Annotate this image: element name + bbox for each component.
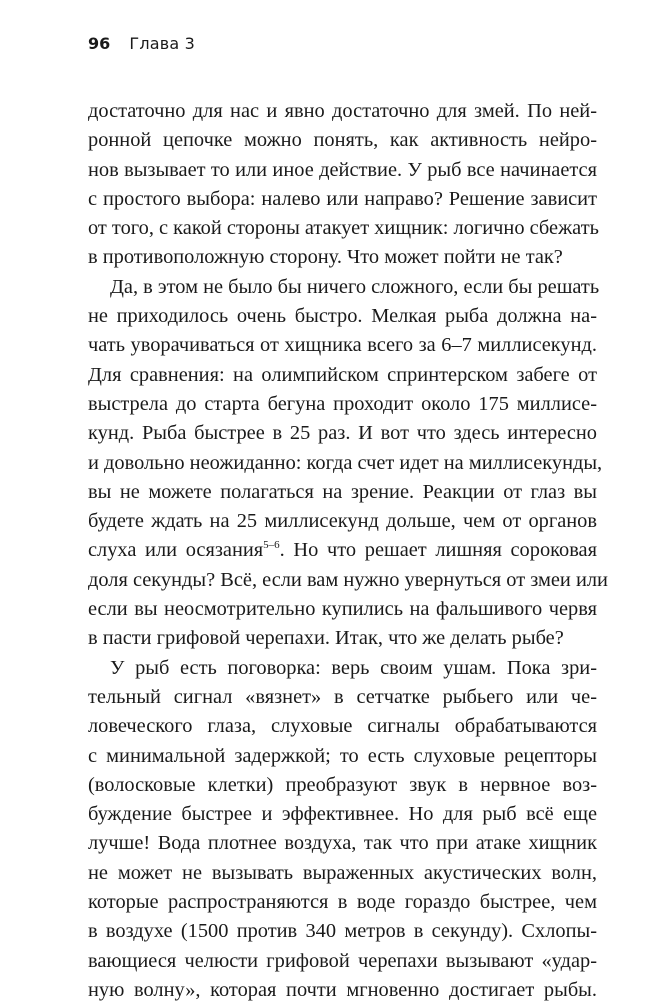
text-line: будете ждать на 25 миллисекунд дольше, чем от органов	[88, 510, 597, 533]
text-line: Для сравнения: на олимпийском спринтерском забеге от	[88, 363, 597, 386]
text-line: если вы неосмотрительно купились на фальшивого червя	[88, 598, 597, 621]
text-line: чать уворачиваться от хищника всего за 6–7 миллисекунд.	[88, 334, 597, 357]
text-line: лучше! Вода плотнее воздуха, так что при атаке хищник	[88, 832, 597, 855]
text-line: ную волну», которая почти мгновенно достигает рыбы.	[88, 978, 597, 1001]
text-line: в противоположную сторону. Что может пойти не так?	[88, 246, 563, 269]
paragraph	[88, 273, 608, 654]
text-line: в воздухе (1500 против 340 метров в секунду). Схлопы-	[88, 920, 597, 943]
paragraph	[88, 654, 597, 1005]
text-line: вающиеся челюсти грифовой черепахи вызывают «удар-	[88, 949, 597, 972]
text-line: не приходилось очень быстро. Мелкая рыба должна на-	[88, 305, 597, 328]
text-line: буждение быстрее и эффективнее. Но для рыб всё еще	[88, 803, 597, 826]
footnote-reference: 5–6	[263, 539, 280, 552]
text-line: вы не можете полагаться на зрение. Реакции от глаз вы	[88, 480, 597, 503]
text-line: тельный сигнал «вязнет» в сетчатке рыбьего или че-	[88, 685, 597, 708]
text-line: не может не вызывать выраженных акустических волн,	[88, 861, 597, 884]
text-line: в пасти грифовой черепахи. Итак, что же делать рыбе?	[88, 627, 564, 650]
text-line: достаточно для нас и явно достаточно для змей. По ней-	[88, 100, 597, 122]
text-line: ловеческого глаза, слуховые сигналы обрабатываются	[88, 715, 597, 738]
text-line: и довольно неожиданно: когда счет идет на миллисекунды,	[88, 451, 603, 474]
text-line-with-footnote	[88, 536, 597, 565]
text-line: (волосковые клетки) преобразуют звук в нервное воз-	[88, 773, 597, 796]
text-line: Да, в этом не было бы ничего сложного, если бы решать	[110, 275, 600, 298]
text-segment: . Но что решает лишняя сороковая	[279, 539, 597, 562]
text-line: доля секунды? Всё, если вам нужно увернуться от змеи или	[88, 568, 608, 591]
text-line: нов вызывает то или иное действие. У рыб все начинается	[88, 158, 597, 181]
running-header	[88, 34, 195, 54]
text-line: которые распространяются в воде гораздо быстрее, чем	[88, 891, 597, 914]
paragraph	[88, 97, 597, 273]
page-body	[88, 97, 608, 1005]
chapter-title: Глава 3	[129, 34, 196, 53]
text-segment: слуха или осязания	[88, 539, 264, 562]
text-line: кунд. Рыба быстрее в 25 раз. И вот что здесь интересно	[88, 422, 597, 445]
page-number: 96	[88, 34, 111, 53]
text-line: У рыб есть поговорка: верь своим ушам. Пока зри-	[110, 656, 597, 679]
text-line: с минимальной задержкой; то есть слуховые рецепторы	[88, 744, 597, 767]
text-line: выстрела до старта бегуна проходит около 175 миллисе-	[88, 392, 597, 415]
text-line: от того, с какой стороны атакует хищник: логично сбежать	[88, 217, 599, 240]
text-line: с простого выбора: налево или направо? Решение зависит	[88, 187, 597, 210]
text-line: ронной цепочке можно понять, как активность нейро-	[88, 129, 597, 152]
